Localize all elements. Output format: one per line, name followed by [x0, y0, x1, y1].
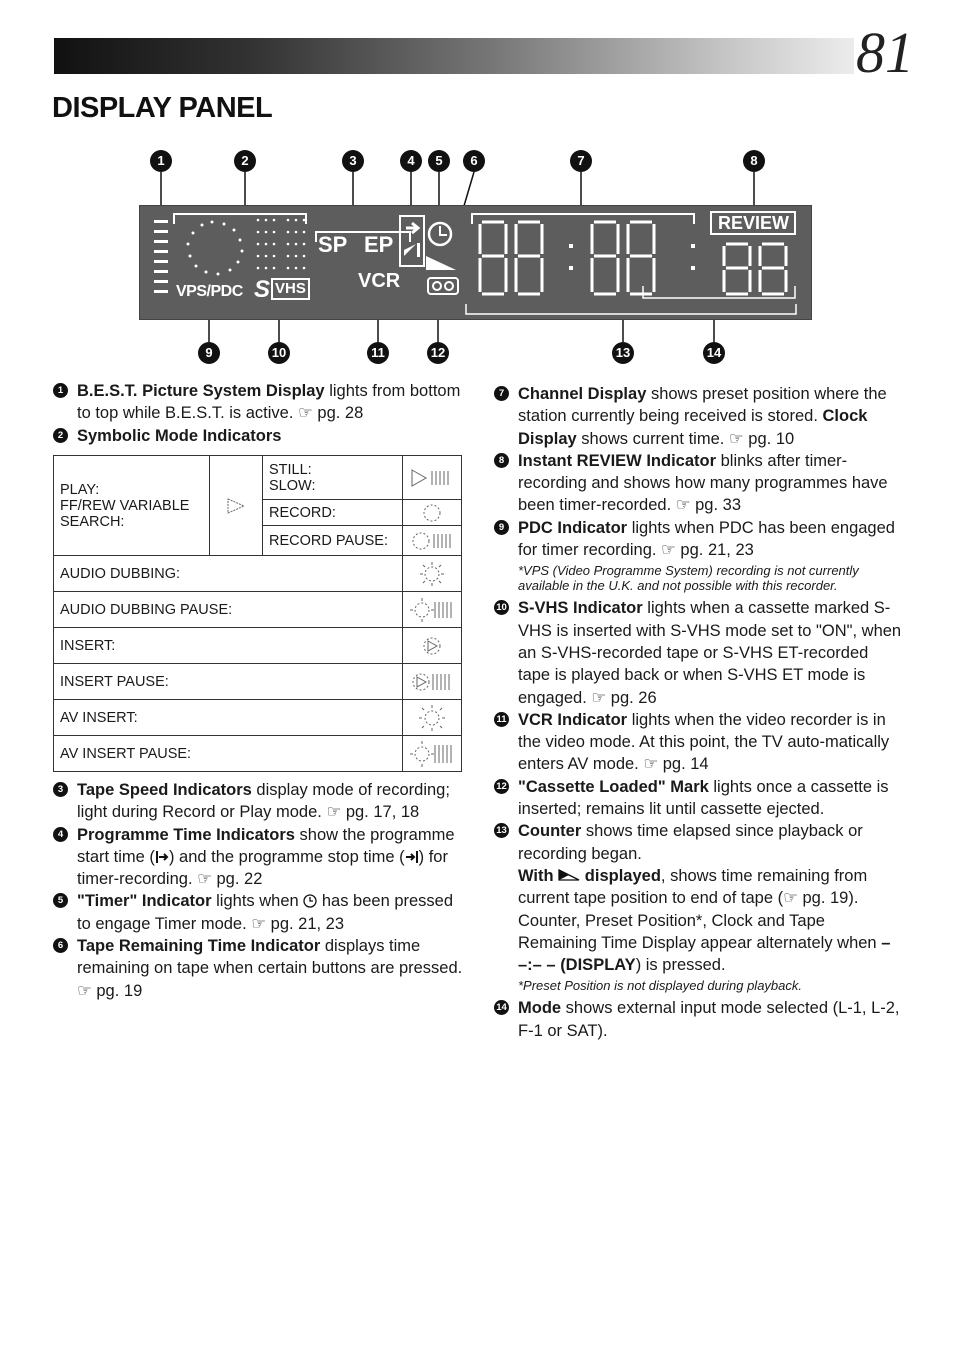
page-number: 81	[856, 20, 914, 85]
table-row	[54, 592, 462, 628]
display-panel-illustration	[139, 205, 812, 320]
record-pause-symbol-icon	[410, 531, 454, 551]
list-item-11	[494, 709, 904, 776]
item-number: 11	[494, 712, 509, 727]
list-item-12	[494, 776, 904, 821]
item-text: lights when a cassette marked S-VHS is inserted with S-VHS mode set to "ON", when an S-VHS-recorded tape or S-VHS ET-recorded tape is played back or when S-VHS ET mode is engaged. ☞ pg. 26	[518, 599, 902, 707]
item-number: 6	[53, 938, 68, 953]
footnote-vps: *VPS (Video Programme System) recording is not currently available in the U.K. and not possible with this recorder.	[518, 563, 859, 594]
callout-7: 7	[570, 150, 592, 172]
item-title: Mode	[518, 999, 562, 1018]
list-item-13	[494, 820, 904, 976]
item-text: display mode of recording; light during Record or Play mode. ☞ pg. 17, 18	[77, 781, 450, 822]
item-text: ) and the programme stop time (	[168, 847, 405, 866]
item-title: With	[518, 866, 554, 885]
item-text: , shows time remaining from current tape position to end of tape (☞ pg. 19). Counter, Preset Position*, Clock and Tape Remaining Time Display appear alternately when	[518, 866, 882, 952]
mode-label: AV INSERT PAUSE:	[54, 736, 403, 772]
item-number: 8	[494, 453, 509, 468]
item-title: Tape Remaining Time Indicator	[77, 937, 321, 956]
item-text: displays time remaining on tape when certain buttons are pressed. ☞ pg. 19	[77, 937, 463, 1000]
list-item-10	[494, 597, 904, 708]
symbolic-mode-table	[53, 455, 462, 772]
left-column-top	[53, 380, 463, 447]
callout-2: 2	[234, 150, 256, 172]
insert-pause-symbol-icon	[409, 671, 455, 693]
mode-label: AUDIO DUBBING:	[54, 556, 403, 592]
mode-label: RECORD:	[263, 500, 403, 526]
mode-label: AV INSERT:	[54, 700, 403, 736]
table-row	[54, 628, 462, 664]
mode-label: FF/REW VARIABLE	[60, 497, 190, 514]
right-column	[494, 383, 904, 1042]
stop-time-arrow-icon	[405, 850, 419, 864]
ep-indicator: EP	[364, 232, 394, 257]
audio-dubbing-symbol-icon	[417, 561, 447, 587]
mode-label: STILL:	[269, 461, 312, 478]
av-insert-pause-symbol-icon	[409, 740, 455, 768]
callout-8: 8	[743, 150, 765, 172]
item-text: lights when	[211, 892, 304, 911]
item-title: Programme Time Indicators	[77, 825, 295, 844]
callout-5: 5	[428, 150, 450, 172]
display-panel-segments	[140, 206, 811, 319]
callout-11: 11	[367, 342, 389, 364]
mode-label: RECORD PAUSE:	[263, 526, 403, 556]
item-text: has been pressed to engage Timer mode. ☞ pg. 21, 23	[77, 892, 454, 933]
table-row	[54, 456, 462, 500]
item-text: shows current time. ☞ pg. 10	[576, 429, 795, 448]
item-title: Clock Display	[518, 407, 868, 448]
item-number: 2	[53, 428, 68, 443]
sp-indicator: SP	[318, 232, 348, 257]
table-row	[54, 700, 462, 736]
item-title: "Cassette Loaded" Mark	[518, 777, 709, 796]
list-item-8	[494, 450, 904, 517]
item-number: 9	[494, 520, 509, 535]
item-text: shows external input mode selected (L-1, L-2, F-1 or SAT).	[518, 999, 900, 1040]
list-item-5	[53, 890, 463, 935]
item-text: ) for timer-recording. ☞ pg. 22	[77, 847, 448, 889]
callout-6: 6	[463, 150, 485, 172]
item-number: 10	[494, 600, 509, 615]
callout-leader-lines	[0, 0, 954, 400]
item-text: shows time elapsed since playback or recording began.	[518, 822, 863, 863]
vcr-indicator: VCR	[358, 270, 401, 292]
callout-4: 4	[400, 150, 422, 172]
item-text: shows preset position where the station currently being received is stored.	[518, 385, 887, 426]
left-column-bottom	[53, 779, 463, 1002]
item-number: 13	[494, 823, 509, 838]
list-item-4	[53, 824, 463, 891]
tape-remaining-icon	[558, 868, 580, 882]
list-item-3	[53, 779, 463, 824]
play-symbol-icon	[225, 498, 247, 514]
start-time-arrow-icon	[155, 850, 169, 864]
footnote-preset: *Preset Position is not displayed during playback.	[518, 978, 802, 994]
still-slow-symbol-icon	[410, 468, 454, 488]
mode-label: SLOW:	[269, 477, 316, 494]
mode-label: SEARCH:	[60, 513, 125, 530]
item-number: 7	[494, 386, 509, 401]
item-title: displayed	[584, 866, 661, 885]
item-title: B.E.S.T. Picture System Display	[77, 382, 325, 400]
item-title: VCR Indicator	[518, 710, 628, 729]
list-item-7	[494, 383, 904, 450]
item-title: Counter	[518, 822, 582, 841]
item-title: Channel Display	[518, 385, 647, 403]
item-number: 1	[53, 383, 68, 398]
table-row	[54, 556, 462, 592]
page-title: DISPLAY PANEL	[52, 92, 273, 124]
av-insert-symbol-icon	[417, 704, 447, 732]
callout-3: 3	[342, 150, 364, 172]
mode-label: PLAY:	[60, 481, 100, 498]
record-symbol-icon	[421, 503, 443, 523]
item-text: ) is pressed.	[635, 956, 726, 975]
insert-symbol-icon	[419, 635, 445, 657]
list-item-1	[53, 380, 463, 425]
svhs-s-logo: S	[254, 276, 271, 303]
item-number: 3	[53, 782, 68, 797]
item-text: lights when PDC has been engaged for timer recording. ☞ pg. 21, 23	[518, 518, 895, 560]
callout-9: 9	[198, 342, 220, 364]
item-text: lights when the video recorder is in the video mode. At this point, the TV auto-matically enters AV mode. ☞ pg. 14	[518, 710, 890, 774]
mode-label: INSERT PAUSE:	[54, 664, 403, 700]
item-number: 12	[494, 779, 509, 794]
item-text: blinks after timer-recording and shows how many programmes have been timer-recorded. ☞ pg. 33	[518, 451, 888, 515]
item-title: Instant REVIEW Indicator	[518, 451, 717, 470]
mode-label: INSERT:	[54, 628, 403, 664]
item-title: PDC Indicator	[518, 518, 628, 537]
clock-icon	[303, 894, 317, 908]
item-text: lights from bottom to top while B.E.S.T. is active. ☞ pg. 28	[77, 382, 461, 423]
item-number: 14	[494, 1000, 509, 1015]
item-title: Tape Speed Indicators	[77, 781, 252, 799]
mode-label: AUDIO DUBBING PAUSE:	[54, 592, 403, 628]
callout-14: 14	[703, 342, 725, 364]
audio-dubbing-pause-symbol-icon	[409, 597, 455, 623]
callout-13: 13	[612, 342, 634, 364]
item-title: "Timer" Indicator	[77, 892, 212, 911]
item-number: 5	[53, 893, 68, 908]
table-row	[54, 736, 462, 772]
item-text: show the programme start time (	[77, 825, 455, 866]
callout-10: 10	[268, 342, 290, 364]
item-title: S-VHS Indicator	[518, 599, 643, 618]
callout-1: 1	[150, 150, 172, 172]
review-indicator: REVIEW	[718, 213, 790, 233]
display-button-label: – –:– – (DISPLAY	[518, 933, 891, 975]
item-title: Symbolic Mode Indicators	[77, 426, 282, 445]
callout-12: 12	[427, 342, 449, 364]
vps-pdc-indicator: VPS/PDC	[176, 283, 243, 300]
list-item-14	[494, 997, 904, 1042]
item-text: lights once a cassette is inserted; remains lit until cassette ejected.	[518, 777, 889, 819]
item-number: 4	[53, 827, 68, 842]
table-row	[54, 664, 462, 700]
list-item-9	[494, 517, 904, 562]
list-item-6	[53, 935, 463, 1002]
svhs-vhs-logo: VHS	[271, 278, 310, 300]
list-item-2	[53, 425, 463, 447]
